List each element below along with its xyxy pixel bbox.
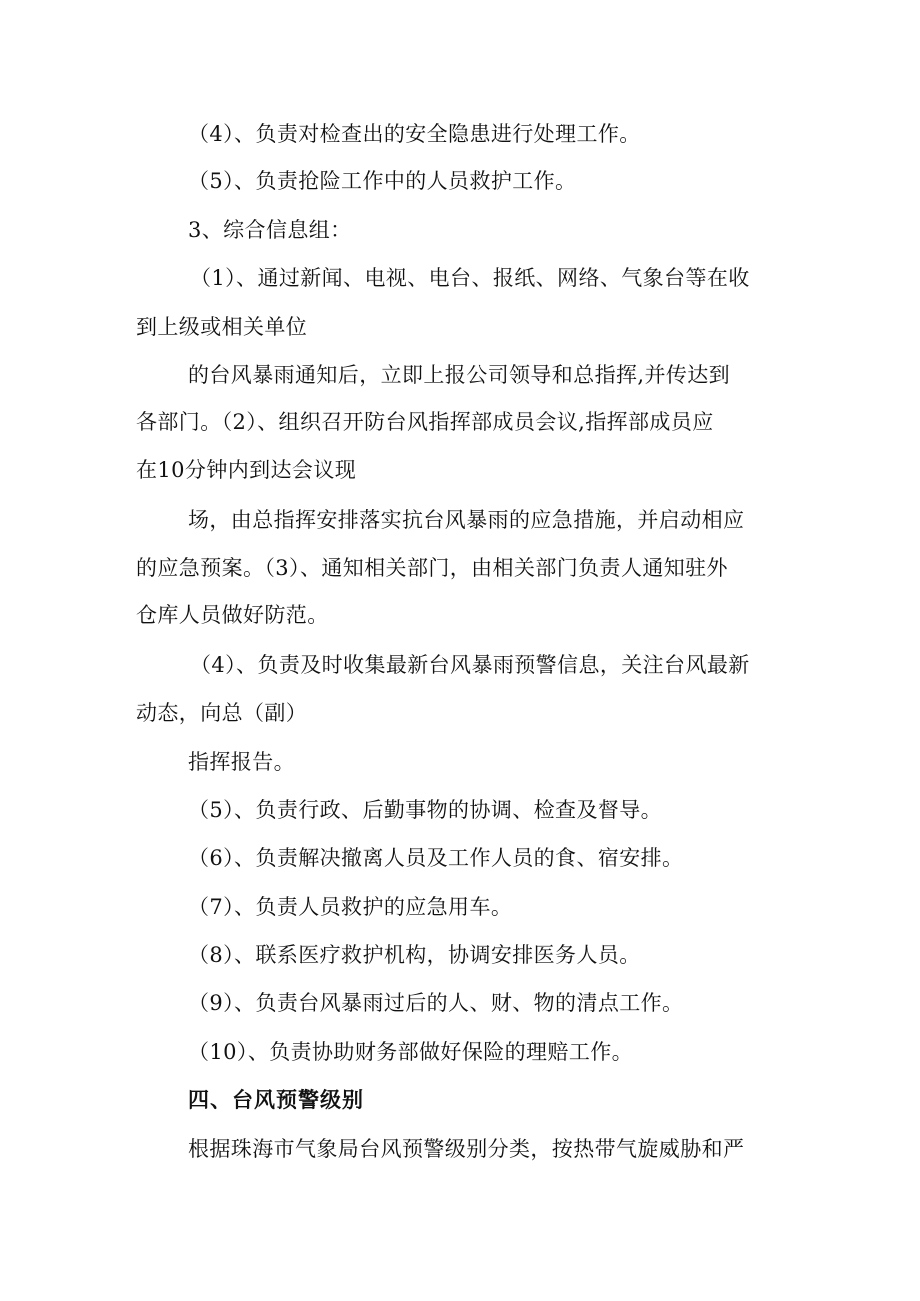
paragraph-line: 指挥报告。 — [188, 750, 295, 774]
paragraph-line: 到上级或相关单位 — [136, 315, 308, 339]
paragraph-line: 3、综合信息组： — [188, 218, 352, 242]
paragraph-line: （4）、负责对检查出的安全隐患进行处理工作。 — [188, 122, 641, 146]
section-heading: 四、台风预警级别 — [188, 1087, 364, 1112]
paragraph-line: 在10分钟内到达会议现 — [136, 458, 357, 482]
paragraph-line: 场，由总指挥安排落实抗台风暴雨的应急措施，并启动相应 — [188, 508, 745, 532]
paragraph-line: 的应急预案。（3）、通知相关部门，由相关部门负责人通知驻外 — [136, 556, 728, 580]
paragraph-line: （6）、负责解决撤离人员及工作人员的食、宿安排。 — [188, 846, 684, 870]
paragraph-line: 根据珠海市气象局台风预警级别分类，按热带气旋威胁和严 — [188, 1137, 745, 1161]
paragraph-line: （1）、通过新闻、电视、电台、报纸、网络、气象台等在收 — [190, 266, 750, 290]
paragraph-line: （4）、负责及时收集最新台风暴雨预警信息，关注台风最新 — [190, 653, 750, 677]
paragraph-line: （5）、负责行政、后勤事物的协调、检查及督导。 — [188, 798, 663, 822]
paragraph-line: （9）、负责台风暴雨过后的人、财、物的清点工作。 — [188, 991, 684, 1015]
paragraph-line: （5）、负责抢险工作中的人员救护工作。 — [188, 169, 577, 193]
paragraph-line: 仓库人员做好防范。 — [136, 603, 329, 627]
paragraph-line: （8）、联系医疗救护机构，协调安排医务人员。 — [188, 943, 641, 967]
paragraph-line: （10）、负责协助财务部做好保险的理赔工作。 — [188, 1040, 634, 1064]
paragraph-line: 的台风暴雨通知后，立即上报公司领导和总指挥,并传达到 — [188, 363, 731, 387]
paragraph-line: （7）、负责人员救护的应急用车。 — [188, 895, 513, 919]
paragraph-line: 动态，向总（副） — [136, 701, 308, 725]
paragraph-line: 各部门。（2）、组织召开防台风指挥部成员会议,指挥部成员应 — [136, 410, 714, 434]
